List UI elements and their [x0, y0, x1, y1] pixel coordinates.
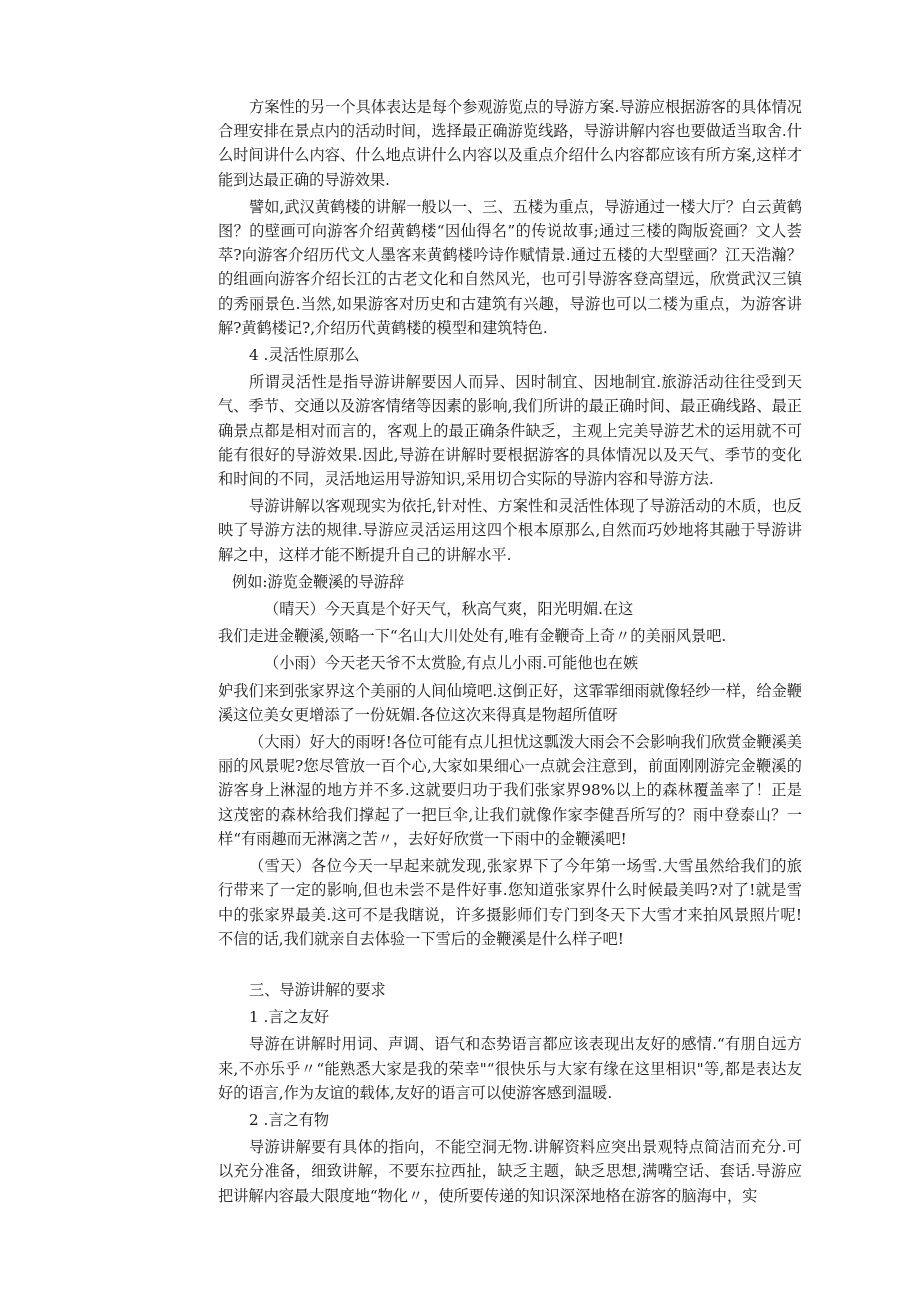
section-heading-requirements: 三、导游讲解的要求 [249, 980, 386, 999]
item-heading-substance: 2 .言之有物 [249, 1110, 330, 1129]
paragraph-heavy-rain: （大雨）好大的雨呀!各位可能有点儿担忧这瓢泼大雨会不会影响我们欣赏金鞭溪美丽的风景呢?您尽管放一百个心,大家如果细心一点就会注意到，前面刚刚游完金鞭溪的游客身上淋湿的地方并不多.这就要归功于我们张家界98%以上的森林覆盖率了！正是这茂密的森林给我们撑起了一把巨伞,让我们就像作家李健吾所写的？雨中登泰山？一样“有雨趣而无淋漓之苦〃，去好好欣赏一下雨中的金鞭溪吧! [218, 733, 802, 848]
paragraph-summary: 导游讲解以客观现实为依托,针对性、方案性和灵活性体现了导游活动的木质，也反映了导游方法的规律.导游应灵活运用这四个根本原那么,自然而巧妙地将其融于导游讲解之中，这样才能不断提升自己的讲解水平. [218, 497, 802, 564]
paragraph-substance: 导游讲解要有具体的指向，不能空洞无物.讲解资料应突出景观特点简洁而充分.可以充分准备，细致讲解，不要东拉西扯，缺乏主题，缺乏思想,满嘴空话、套话.导游应把讲解内容最大限度地“物化〃，使所要传递的知识深深地格在游客的脑海中，实 [218, 1138, 802, 1205]
sunny-line-1: （晴天）今天真是个好天气，秋高气爽，阳光明媚.在这 [264, 600, 634, 619]
section-gap [218, 954, 802, 978]
item-heading-friendly: 1 .言之友好 [249, 1008, 330, 1027]
document-body [218, 95, 802, 1211]
example-title: 例如:游览金鞭溪的导游辞 [232, 572, 405, 591]
light-rain-line-1: （小雨）今天老天爷不太赏脸,有点儿小雨.可能他也在嫉 [264, 654, 639, 673]
paragraph-plan-detail: 方案性的另一个具体表达是每个参观游览点的导游方案.导游应根据游客的具体情况合理安排在景点内的活动时间，选择最正确游览线路，导游讲解内容也要做适当取舍.什么时间讲什么内容、什么地点讲什么内容以及重点介绍什么内容都应该有所方案,这样才能到达最正确的导游效果. [218, 98, 802, 189]
paragraph-friendly: 导游在讲解时用词、声调、语气和态势语言都应该表现出友好的感情.“有朋自远方来,不亦乐乎〃“能熟悉大家是我的荣幸"“很快乐与大家有缘在这里相识"等,都是表达友好的语言,作为友谊的载体,友好的语言可以使游客感到温暖. [218, 1035, 802, 1102]
paragraph-flexibility: 所谓灵活性是指导游讲解要因人而异、因时制宜、因地制宜.旅游活动往往受到天气、季节、交通以及游客情绪等因素的影响,我们所讲的最正确时间、最正确线路、最正确景点都是相对而言的，客观上的最正确条件缺乏，主观上完美导游艺术的运用就不可能有很好的导游效果.因此,导游在讲解时要根据游客的具体情况以及天气、季节的变化和时间的不同，灵活地运用导游知识,采用切合实际的导游内容和导游方法. [218, 373, 802, 489]
heading-flexibility-principle: 4 .灵活性原那么 [249, 346, 360, 365]
light-rain-line-2: 妒我们来到张家界这个美丽的人间仙境吧.这倒正好，这霏霏细雨就像轻纱一样，给金鞭溪这位美女更增添了一份妩媚.各位这次来得真是物超所值呀 [218, 681, 802, 724]
sunny-line-2: 我们走进金鞭溪,领略一下“名山大川处处有,唯有金鞭奇上奇〃的美丽风景吧. [218, 627, 727, 646]
paragraph-yellow-crane-tower: 譬如,武汉黄鹤楼的讲解一般以一、三、五楼为重点，导游通过一楼大厅？白云黄鹤图？的壁画可向游客介绍黄鹤楼“因仙得名”的传说故事;通过三楼的陶版瓷画？文人荟萃?向游客介绍历代文人墨客来黄鹤楼吟诗作赋情景.通过五楼的大型壁画？江天浩瀚？的组画向游客介绍长江的古老文化和自然风光，也可引导游客登高望远，欣赏武汉三镇的秀丽景色.当然,如果游客对历史和古建筑有兴趣，导游也可以二楼为重点，为游客讲解?黄鹤楼记?,介绍历代黄鹤楼的模型和建筑特色. [218, 197, 802, 337]
paragraph-snow: （雪天）各位今天一早起来就发现,张家界下了今年第一场雪.大雪虽然给我们的旅行带来了一定的影响,但也未尝不是件好事.您知道张家界什么时候最美吗?对了!就是雪中的张家界最美.这可不是我瞎说，许多摄影师们专门到冬天下大雪才来拍风景照片呢!不信的话,我们就亲自去体验一下雪后的金鞭溪是什么样子吧! [218, 857, 802, 948]
